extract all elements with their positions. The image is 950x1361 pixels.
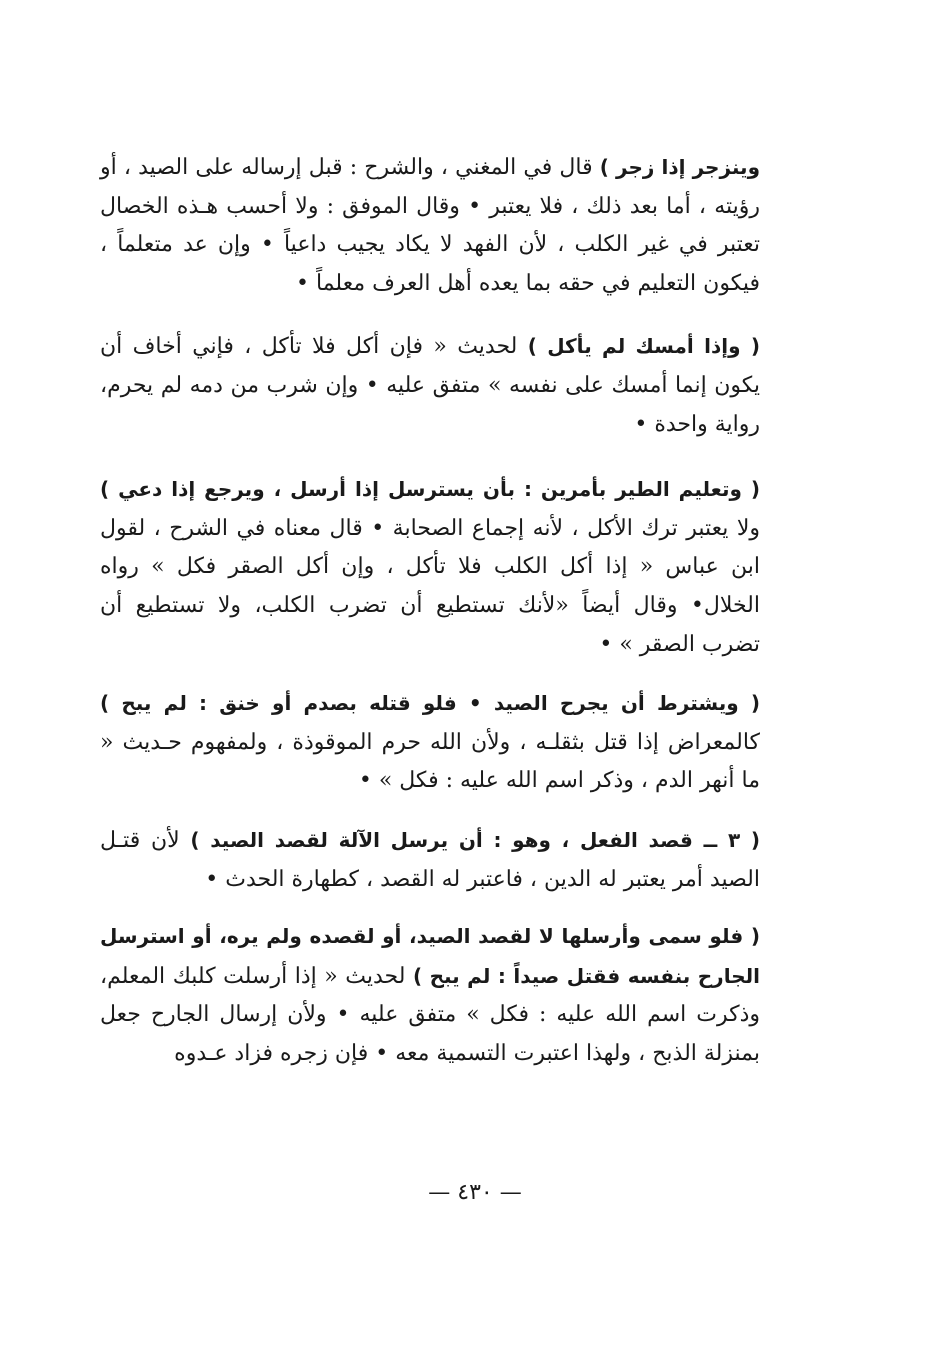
paragraph-intent-condition (100, 821, 760, 899)
paragraph-holding-without-eating (100, 327, 760, 444)
paragraph-text: لأن قتـل الصيد أمر يعتبر له الدين ، فاعتبر له القصد ، كطهارة الحدث • (100, 827, 760, 892)
bold-heading: ( ويشترط أن يجرح الصيد • فلو قتله بصدم أو خنق : لم يبح ) (100, 691, 760, 716)
bold-heading: وينزجر إذا زجر ) (599, 155, 760, 179)
bold-heading: ( وتعليم الطير بأمرين : بأن يسترسل إذا أرسل ، ويرجع إذا دعي ) (100, 477, 760, 502)
paragraph-text: لحديث « إذا أرسلت كلبك المعلم، وذكرت اسم الله عليه : فكل » متفق عليه • ولأن إرسال الجارح جعل بمنزلة الذبح ، ولهذا اعتبرت التسمية معه • فإن زجره فزاد عـدوه (100, 963, 760, 1066)
paragraph-text: كالمعراض إذا قتل بثقلـه ، ولأن الله حرم الموقوذة ، ولمفهوم حـديث « ما أنهر الدم ، وذكر اسم الله عليه : فكل » • (100, 729, 760, 794)
paragraph-text: ولا يعتبر ترك الأكل ، لأنه إجماع الصحابة • قال معناه في الشرح ، لقول ابن عباس « إذا أكل الكلب فلا تأكل ، وإن أكل الصقر فكل » رواه الخلال• وقال أيضاً «لأنك تستطيع أن تضرب الكلب، ولا تستطيع أن تضرب الصقر » • (100, 515, 760, 657)
paragraph-text: قال في المغني ، والشرح : قبل إرساله على الصيد ، أو رؤيته ، أما بعد ذلك ، فلا يعتبر • وقال الموفق : ولا أحسب هـذه الخصال تعتبر في غير الكلب ، لأن الفهد لا يكاد يجيب داعياً • وإن عد متعلماً ، فيكون التعليم في حقه بما يعده أهل العرف معلماً • (100, 155, 760, 296)
paragraph-hunting-dog-restraint (100, 148, 760, 303)
page-body (100, 148, 760, 1095)
paragraph-text: لحديث « فإن أكل فلا تأكل ، فإني أخاف أن يكون إنما أمسك على نفسه » متفق عليه • وإن شرب من دمه لم يحرم، رواية واحدة • (100, 334, 760, 437)
paragraph-release-without-intent (100, 917, 760, 1073)
bold-heading: ( ٣ ــ قصد الفعل ، وهو : أن يرسل الآلة لقصد الصيد ) (190, 827, 761, 852)
page-number: — ٤٣٠ — (428, 1180, 522, 1205)
paragraph-bird-training (100, 470, 760, 664)
bold-heading: ( فلو سمى وأرسلها لا لقصد الصيد، أو لقصده ولم يره، أو استرسل الجارح بنفسه فقتل صيداً : لم يبح ) (100, 924, 760, 988)
bold-heading: ( وإذا أمسك لم يأكل ) (527, 334, 760, 359)
paragraph-wounding-condition (100, 684, 760, 801)
